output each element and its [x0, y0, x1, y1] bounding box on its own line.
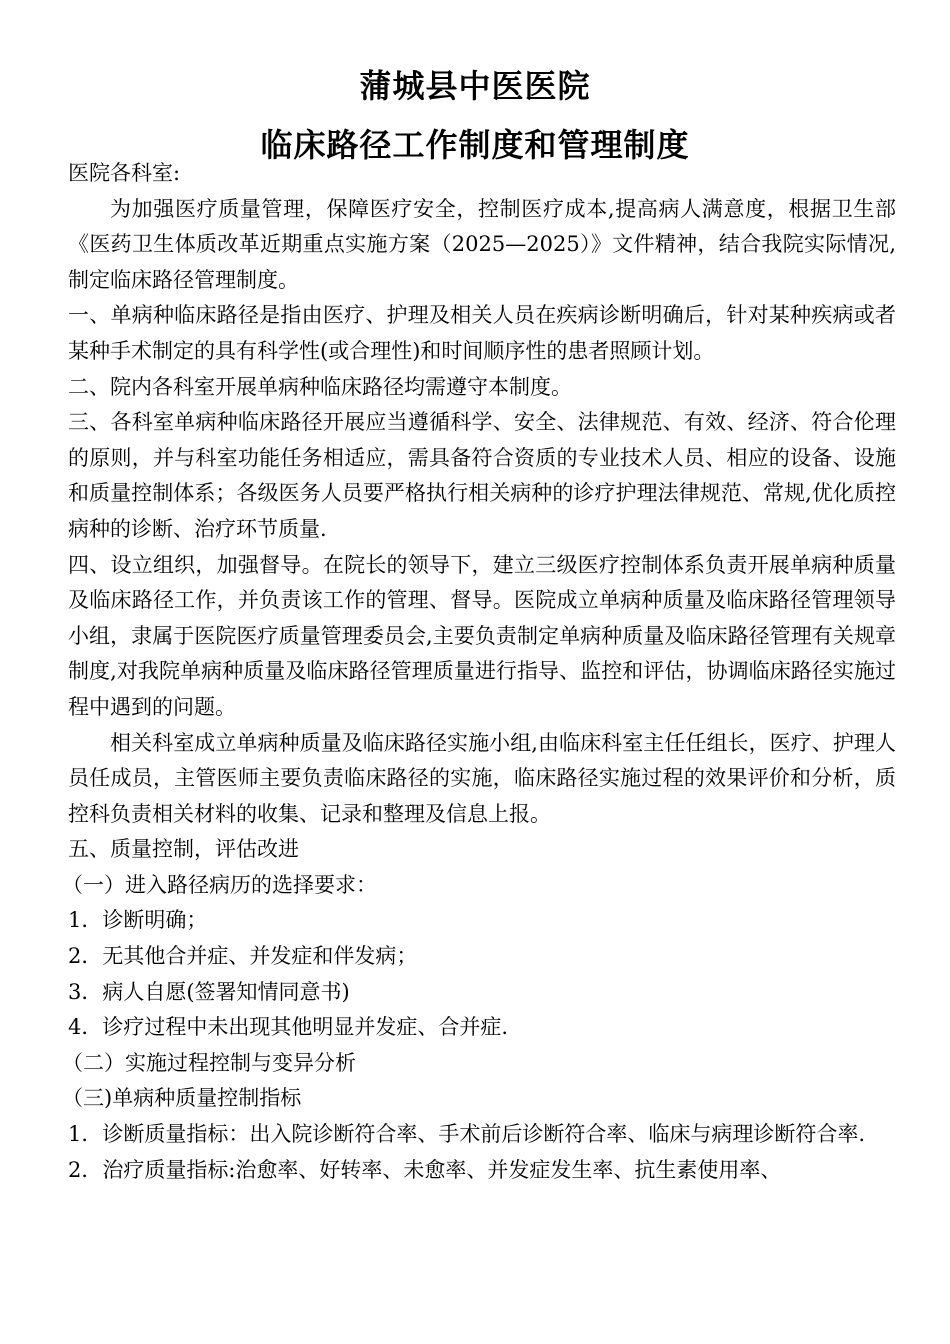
- subsection-3-heading: （三)单病种质量控制指标: [62, 1086, 302, 1111]
- section-3-paragraph: 三、各科室单病种临床路径开展应当遵循科学、安全、法律规范、有效、经济、符合伦理的原则，并与科室功能任务相适应，需具备符合资质的专业技术人员、相应的设备、设施和质量控制体系；各级医务人员要严格执行相关病种的诊疗护理法律规范、常规,优化质控病种的诊断、治疗环节质量.: [68, 410, 896, 541]
- salutation: 医院各科室:: [68, 161, 181, 185]
- list-item: 2．无其他合并症、并发症和伴发病；: [68, 944, 418, 969]
- subsection-2-heading: （二）实施过程控制与变异分析: [62, 1050, 356, 1075]
- hospital-name-title: 蒲城县中医医院: [359, 67, 591, 105]
- section-4-paragraph: 四、设立组织，加强督导。在院长的领导下，建立三级医疗控制体系负责开展单病种质量及临床路径工作，并负责该工作的管理、督导。医院成立单病种质量及临床路径管理领导小组，隶属于医院医疗质量管理委员会,主要负责制定单病种质量及临床路径管理有关规章制度,对我院单病种质量及临床路径管理质量进行指导、监控和评估，协调临床路径实施过程中遇到的问题。: [68, 552, 896, 719]
- section-4-continuation: 相关科室成立单病种质量及临床路径实施小组,由临床科室主任任组长，医疗、护理人员任成员，主管医师主要负责临床路径的实施，临床路径实施过程的效果评价和分析，质控科负责相关材料的收集、记录和整理及信息上报。: [68, 730, 896, 826]
- list-item: 1．诊断质量指标：出入院诊断符合率、手术前后诊断符合率、临床与病理诊断符合率.: [68, 1122, 866, 1147]
- intro-paragraph: 为加强医疗质量管理，保障医疗安全，控制医疗成本,提高病人满意度，根据卫生部《医药卫生体质改革近期重点实施方案（2025—2025）》文件精神，结合我院实际情况,制定临床路径管理制度。: [68, 196, 896, 292]
- list-item: 3．病人自愿(签署知情同意书): [68, 979, 350, 1004]
- section-1-paragraph: 一、单病种临床路径是指由医疗、护理及相关人员在疾病诊断明确后，针对某种疾病或者某种手术制定的具有科学性(或合理性)和时间顺序性的患者照顾计划。: [68, 303, 896, 363]
- subsection-1-heading: （一）进入路径病历的选择要求：: [62, 872, 377, 897]
- section-2-paragraph: 二、院内各科室开展单病种临床路径均需遵守本制度。: [68, 374, 572, 399]
- list-item: 1．诊断明确；: [68, 908, 208, 933]
- document-body: [62, 156, 896, 1188]
- list-item: 4．诊疗过程中未出现其他明显并发症、合并症.: [68, 1015, 509, 1040]
- section-5-heading: 五、质量控制，评估改进: [68, 837, 299, 862]
- list-item: 2．治疗质量指标:治愈率、好转率、未愈率、并发症发生率、抗生素使用率、: [68, 1157, 782, 1182]
- document-title: 临床路径工作制度和管理制度: [260, 126, 690, 164]
